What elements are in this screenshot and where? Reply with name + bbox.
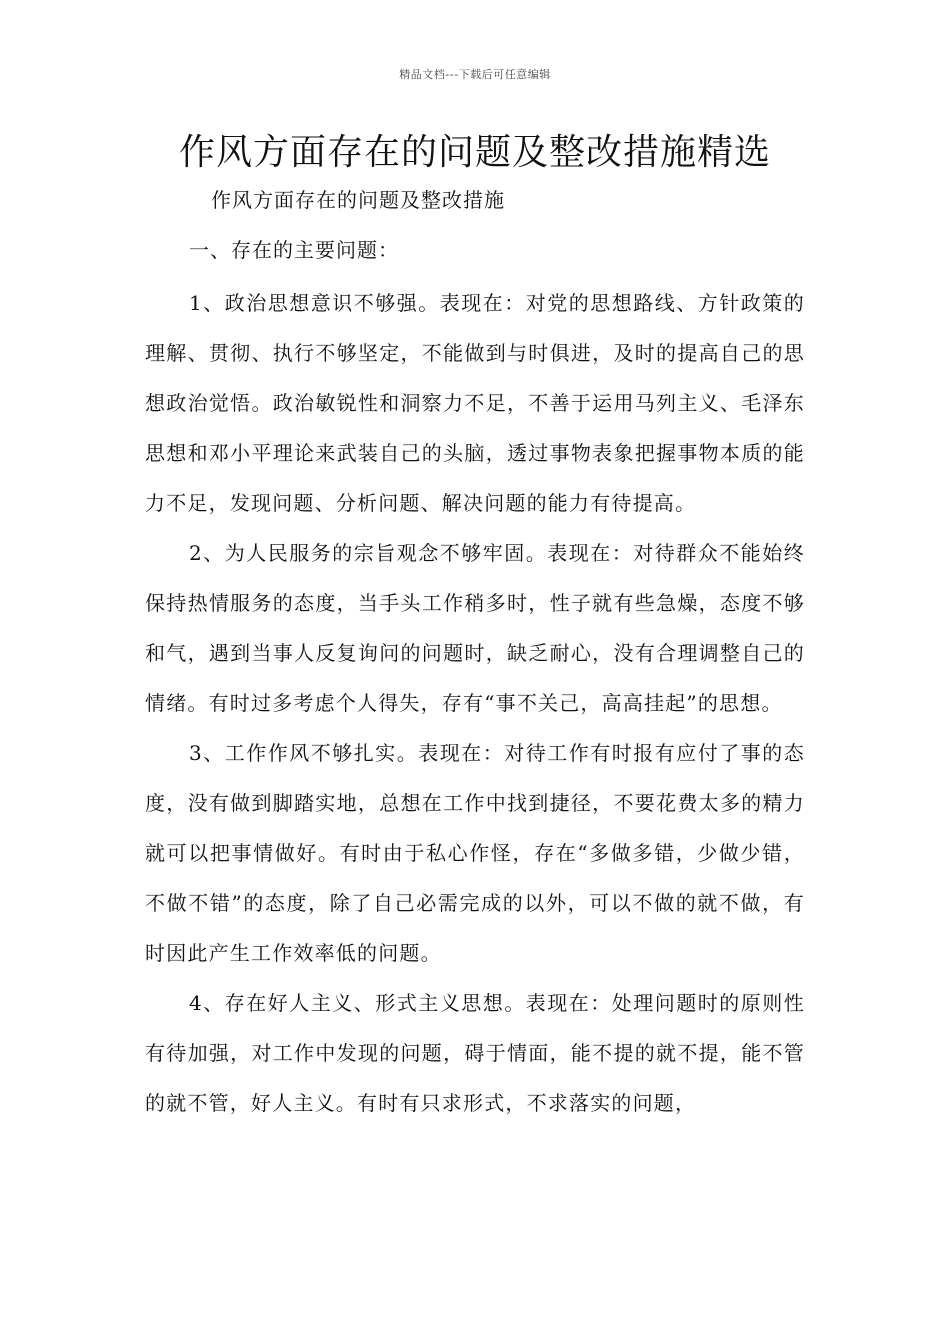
paragraph-3: 3、工作作风不够扎实。表现在：对待工作有时报有应付了事的态度，没有做到脚踏实地，总想在工作中找到捷径，不要花费太多的精力就可以把事情做好。有时由于私心作怪，存在“多做多错，少做少错，不做不错”的态度，除了自己必需完成的以外，可以不做的就不做，有时因此产生工作效率低的问题。 <box>145 741 805 965</box>
document-subtitle: 作风方面存在的问题及整改措施 <box>211 188 505 212</box>
paragraph-2: 2、为人民服务的宗旨观念不够牢固。表现在：对待群众不能始终保持热情服务的态度，当手头工作稍多时，性子就有些急燥，态度不够和气，遇到当事人反复询问的问题时，缺乏耐心，没有合理调整自己的情绪。有时过多考虑个人得失，存有“事不关己，高高挂起”的思想。 <box>145 541 805 715</box>
header-note: 精品文档---下载后可任意编辑 <box>399 68 551 81</box>
paragraph-1: 1、政治思想意识不够强。表现在：对党的思想路线、方针政策的理解、贯彻、执行不够坚定，不能做到与时俱进，及时的提高自己的思想政治觉悟。政治敏锐性和洞察力不足，不善于运用马列主义、毛泽东思想和邓小平理论来武装自己的头脑，透过事物表象把握事物本质的能力不足，发现问题、分析问题、解决问题的能力有待提高。 <box>145 291 805 515</box>
paragraph-4: 4、存在好人主义、形式主义思想。表现在：处理问题时的原则性有待加强，对工作中发现的问题，碍于情面，能不提的就不提，能不管的就不管，好人主义。有时有只求形式，不求落实的问题， <box>145 991 805 1115</box>
document-body <box>145 178 805 1128</box>
section-heading: 一、存在的主要问题： <box>189 238 399 262</box>
document-title: 作风方面存在的问题及整改措施精选 <box>178 132 771 173</box>
